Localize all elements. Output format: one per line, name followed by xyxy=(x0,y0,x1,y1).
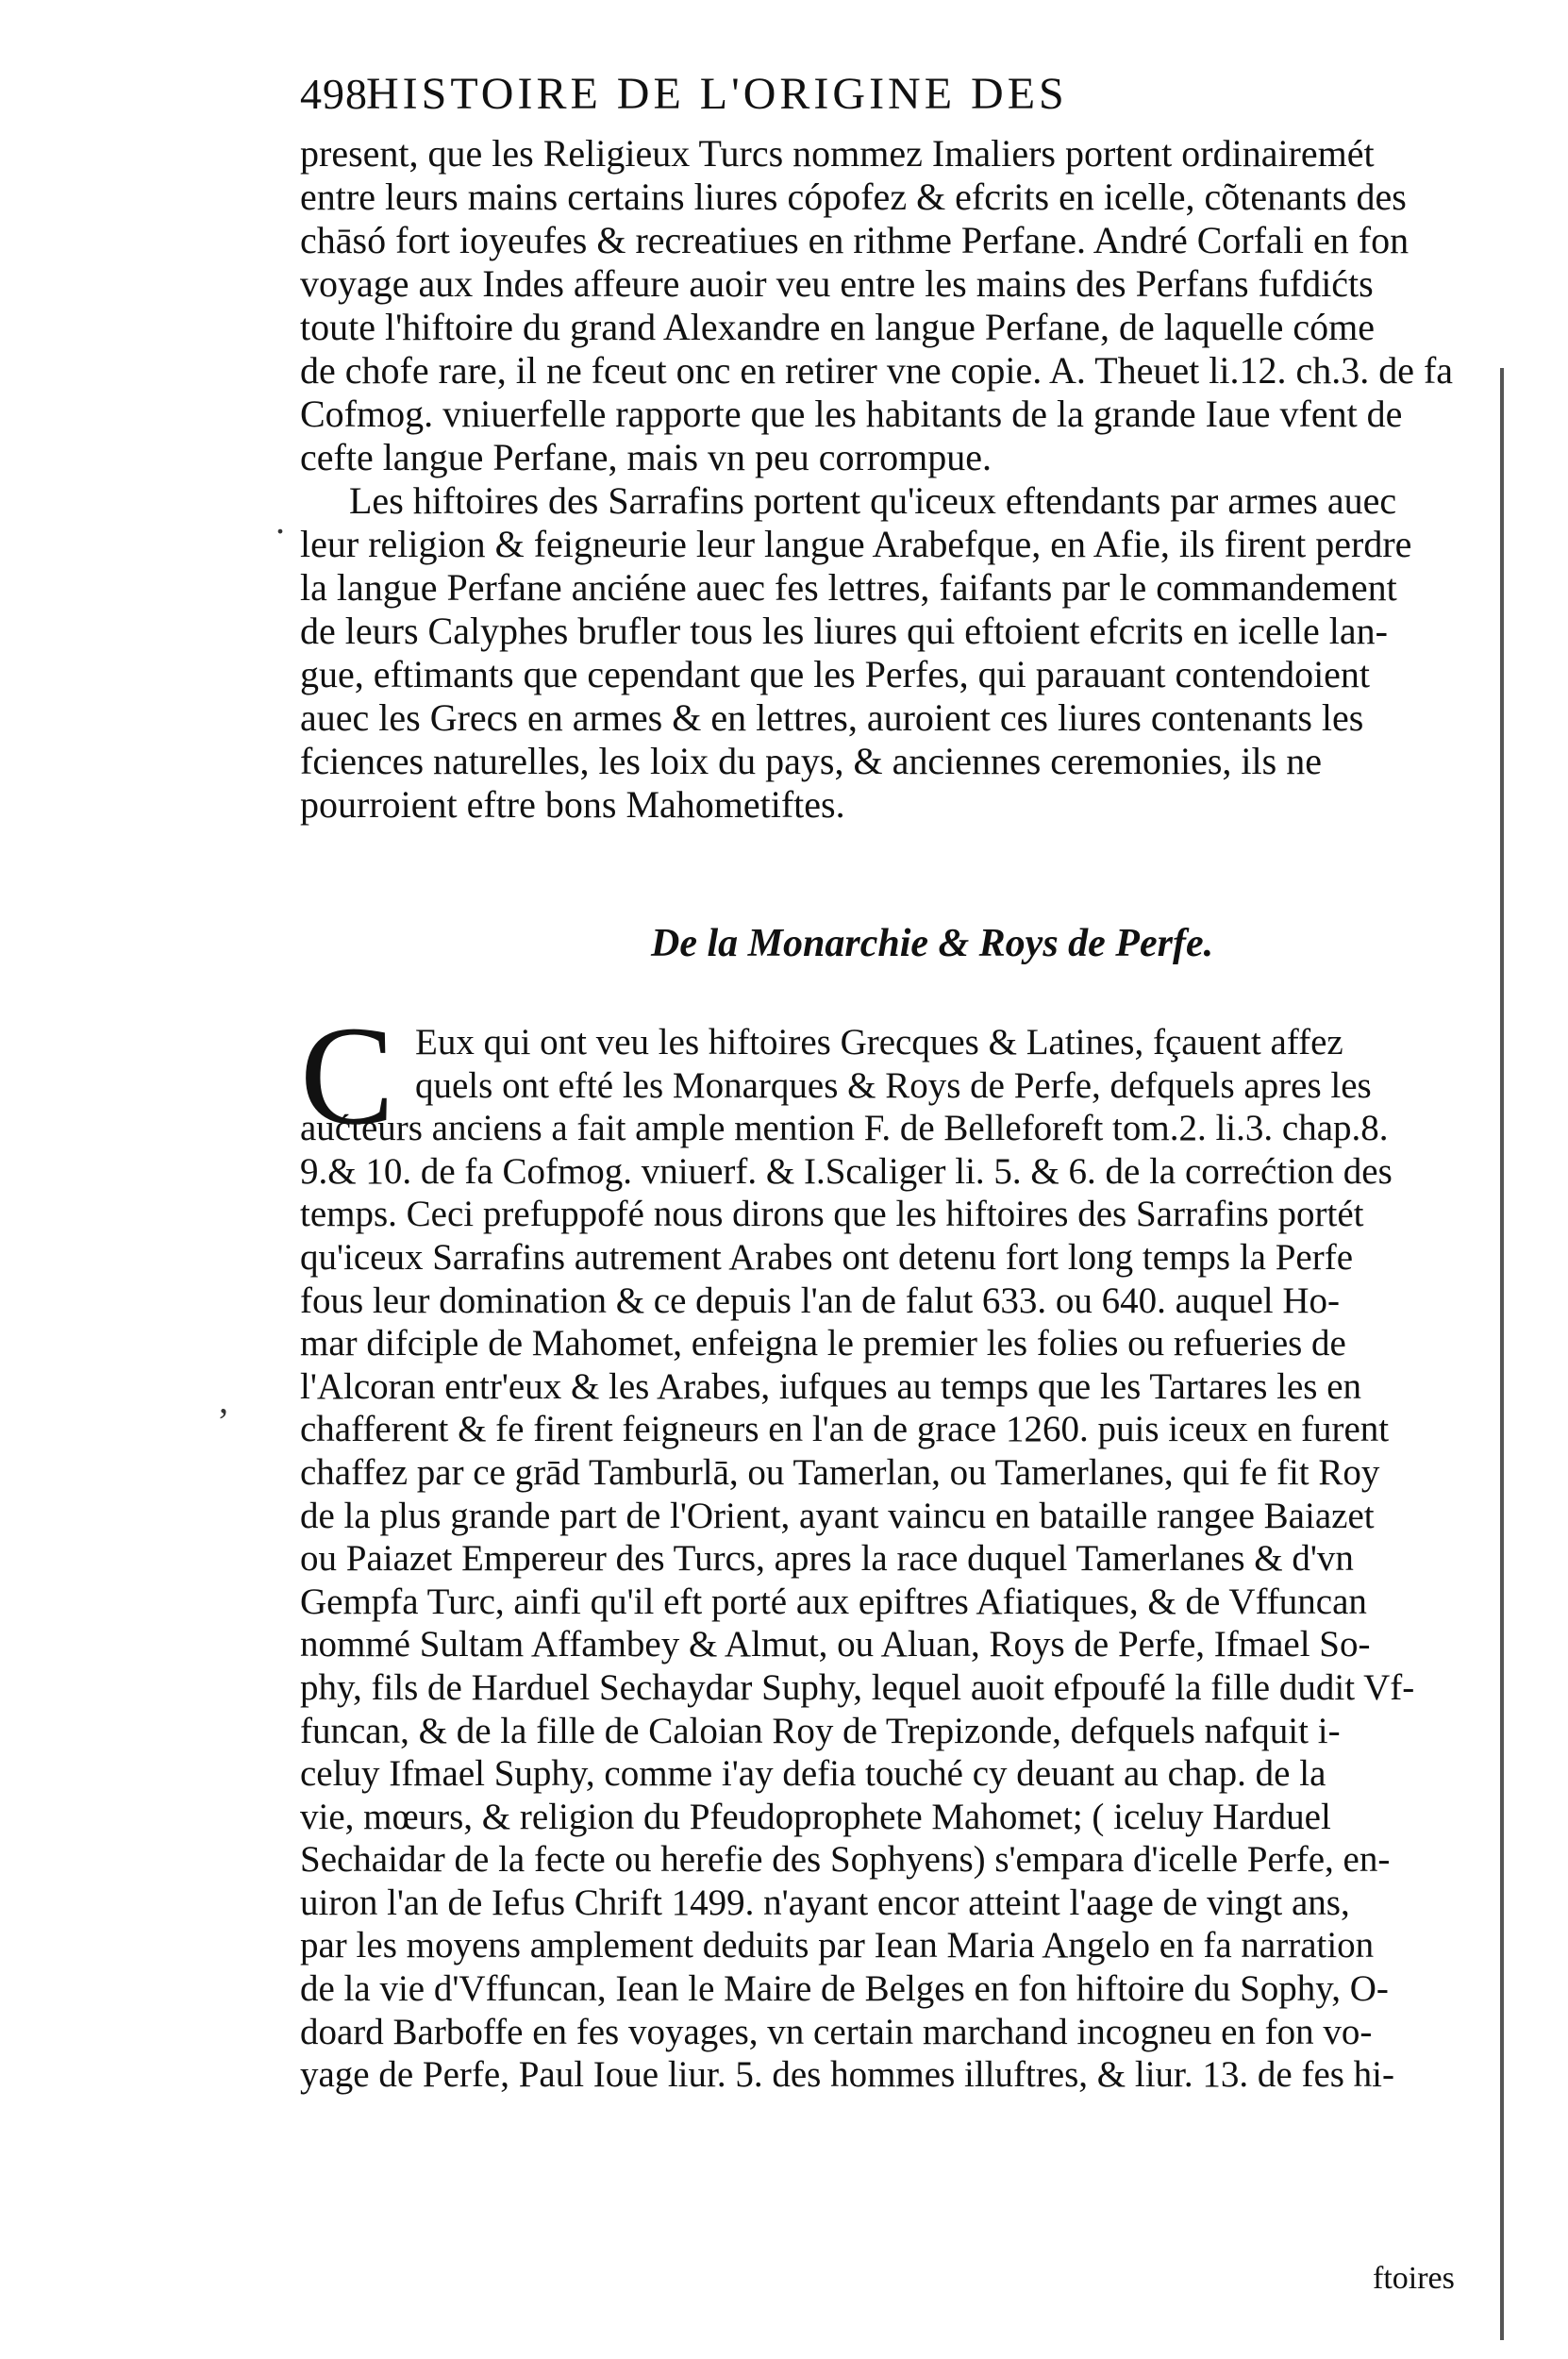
page-header xyxy=(300,64,1319,125)
text-line: de chofe rare, il ne fceut onc en retirer vne copie. A. Theuet li.12. ch.3. de fa xyxy=(300,349,1454,392)
text-line: de leurs Calyphes brufler tous les liures qui eftoient efcrits en icelle lan- xyxy=(300,610,1388,652)
text-line: aućteurs anciens a fait ample mention F. de Belleforeft tom.2. li.3. chap.8. xyxy=(300,1108,1389,1149)
text-line: chafferent & fe firent feigneurs en l'an de grace 1260. puis iceux en furent xyxy=(300,1409,1390,1450)
text-line: Eux qui ont veu les hiftoires Grecques & Latines, fçauent affez xyxy=(415,1022,1343,1062)
text-line: quels ont efté les Monarques & Roys de Perfe, defquels apres les xyxy=(415,1064,1372,1106)
text-line: auec les Grecs en armes & en lettres, auroient ces liures contenants les xyxy=(300,696,1364,739)
text-line: vie, mœurs, & religion du Pfeudoprophete Mahomet; ( iceluy Harduel xyxy=(300,1796,1331,1837)
catchword: ftoires xyxy=(1373,2261,1455,2296)
text-line: present, que les Religieux Turcs nommez Imaliers portent ordinairemét xyxy=(300,132,1375,175)
text-line: Les hiftoires des Sarrafins portent qu'iceux eftendants par armes auec xyxy=(349,479,1397,522)
text-line: voyage aux Indes affeure auoir veu entre les mains des Perfans fufdićts xyxy=(300,262,1374,305)
text-line: mar difciple de Mahomet, enfeigna le premier les folies ou refueries de xyxy=(300,1323,1346,1364)
text-line: de la vie d'Vffuncan, Iean le Maire de Belges en fon hiftoire du Sophy, O- xyxy=(300,1968,1389,2010)
section-heading: De la Monarchie & Roys de Perfe. xyxy=(651,922,1214,965)
text-line: uiron l'an de Iefus Chrift 1499. n'ayant encor atteint l'aage de vingt ans, xyxy=(300,1882,1350,1923)
body-text xyxy=(300,1021,1460,2097)
text-line: nommé Sultam Affambey & Almut, ou Aluan, Roys de Perfe, Ifmael So- xyxy=(300,1624,1371,1665)
text-line: toute l'hiftoire du grand Alexandre en langue Perfane, de laquelle cóme xyxy=(300,306,1375,348)
text-line: Cofmog. vniuerfelle rapporte que les habitants de la grande Iaue vfent de xyxy=(300,393,1403,435)
text-line: leur religion & feigneurie leur langue Arabefque, en Afie, ils firent perdre xyxy=(300,523,1412,565)
text-line: phy, fils de Harduel Sechaydar Suphy, lequel auoit efpoufé la fille dudit Vf- xyxy=(300,1666,1415,1708)
text-line: chaffez par ce grād Tamburlā, ou Tamerlan, ou Tamerlanes, qui fe fit Roy xyxy=(300,1451,1380,1493)
text-line: ou Paiazet Empereur des Turcs, apres la race duquel Tamerlanes & d'vn xyxy=(300,1538,1354,1580)
text-line: fciences naturelles, les loix du pays, & anciennes ceremonies, ils ne xyxy=(300,740,1322,782)
text-line: pourroient eftre bons Mahometiftes. xyxy=(300,783,845,826)
upper-text xyxy=(300,132,1460,827)
text-line: yage de Perfe, Paul Ioue liur. 5. des hommes illuftres, & liur. 13. de fes hi- xyxy=(300,2054,1395,2096)
text-line: Sechaidar de la fecte ou herefie des Sophyens) s'empara d'icelle Perfe, en- xyxy=(300,1839,1391,1881)
text-line: qu'iceux Sarrafins autrement Arabes ont detenu fort long temps la Perfe xyxy=(300,1236,1354,1278)
drop-cap-initial: C xyxy=(300,997,395,1154)
margin-dot-mark: . xyxy=(275,499,285,542)
page-edge-rule xyxy=(1500,368,1504,2340)
running-title: HISTOIRE DE L'ORIGINE DES xyxy=(366,69,1068,119)
text-line: chāsó fort ioyeufes & recreatiues en rithme Perfane. André Corfali en fon xyxy=(300,219,1410,261)
text-line: entre leurs mains certains liures cópofez & efcrits en icelle, cõtenants des xyxy=(300,176,1407,218)
text-line: cefte langue Perfane, mais vn peu corrompue. xyxy=(300,436,993,478)
text-line: 9.& 10. de fa Cofmog. vniuerf. & I.Scaliger li. 5. & 6. de la correćtion des xyxy=(300,1150,1393,1192)
text-line: doard Barboffe en fes voyages, vn certain marchand incogneu en fon vo- xyxy=(300,2011,1373,2052)
margin-stroke-mark: , xyxy=(219,1379,228,1421)
text-line: fous leur domination & ce depuis l'an de falut 633. ou 640. auquel Ho- xyxy=(300,1280,1341,1321)
text-line: la langue Perfane anciéne auec fes lettres, faifants par le commandement xyxy=(300,566,1397,609)
text-line: de la plus grande part de l'Orient, ayant vaincu en bataille rangee Baiazet xyxy=(300,1495,1375,1536)
text-line: Gempfa Turc, ainfi qu'il eft porté aux epiftres Afiatiques, & de Vffuncan xyxy=(300,1581,1367,1622)
text-line: par les moyens amplement deduits par Iean Maria Angelo en fa narration xyxy=(300,1925,1375,1966)
page-number: 498 xyxy=(300,70,368,118)
text-line: gue, eftimants que cependant que les Perfes, qui parauant contendoient xyxy=(300,653,1371,695)
text-line: l'Alcoran entr'eux & les Arabes, iufques au temps que les Tartares les en xyxy=(300,1365,1362,1407)
text-line: celuy Ifmael Suphy, comme i'ay defia touché cy deuant au chap. de la xyxy=(300,1753,1326,1795)
text-line: funcan, & de la fille de Caloian Roy de Trepizonde, defquels nafquit i- xyxy=(300,1710,1341,1751)
text-line: temps. Ceci prefuppofé nous dirons que les hiftoires des Sarrafins portét xyxy=(300,1194,1364,1235)
